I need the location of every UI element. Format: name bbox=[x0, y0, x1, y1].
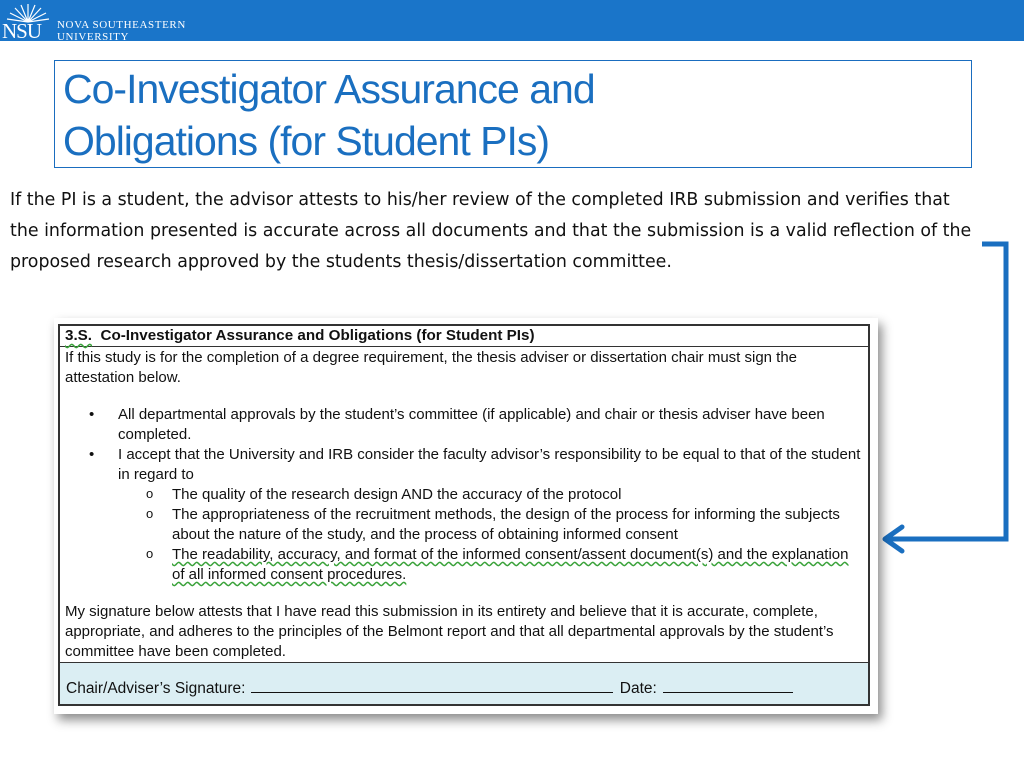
logo-abbreviation: NSU bbox=[2, 19, 42, 43]
form-section-header bbox=[60, 326, 868, 347]
spacer bbox=[65, 585, 862, 602]
form-excerpt-image bbox=[54, 318, 878, 714]
sub-list-item: o The quality of the research design AND the accuracy of the protocol bbox=[118, 485, 862, 505]
nsu-logo[interactable] bbox=[2, 2, 212, 43]
signature-line[interactable] bbox=[251, 680, 613, 693]
signature-label: Chair/Adviser’s Signature: bbox=[66, 680, 246, 697]
list-item-text: I accept that the University and IRB consider the faculty advisor’s responsibility to be equal to that of the student in regard to bbox=[118, 446, 861, 483]
sub-list-item: o The appropriateness of the recruitment methods, the design of the process for informing the subjects about the nature of the study, and the process of obtaining informed consent bbox=[118, 505, 862, 545]
section-number: 3.S. bbox=[65, 327, 93, 344]
title-line1: Co-Investigator Assurance and bbox=[63, 66, 595, 112]
top-header-bar bbox=[0, 0, 1024, 41]
title-line2: Obligations (for Student PIs) bbox=[63, 118, 550, 164]
logo-name-line2: UNIVERSITY bbox=[57, 31, 129, 43]
slide-title bbox=[63, 63, 963, 167]
form-body bbox=[60, 347, 868, 664]
spacer bbox=[65, 388, 862, 405]
sub-list bbox=[118, 485, 862, 585]
slide-title-box bbox=[54, 60, 972, 168]
intro-paragraph: If the PI is a student, the advisor attests to his/her review of the completed IRB submission and verifies that the information presented is accurate across all documents and that the submission is a valid reflection of the proposed research approved by the students thesis/dissertation committee. bbox=[10, 190, 972, 272]
bullet-list bbox=[65, 405, 862, 585]
date-label: Date: bbox=[619, 680, 657, 697]
form-section bbox=[58, 324, 870, 706]
closing-statement: My signature below attests that I have read this submission in its entirety and believe that it is accurate, complete, appropriate, and adheres to the principles of the Belmont report and that all departmental approvals by the student’s committee have been completed. bbox=[65, 603, 834, 660]
sub-list-item-text: The readability, accuracy, and format of the informed consent/assent document(s) and the explanation of all informed consent procedures. bbox=[172, 546, 849, 583]
list-item: • All departmental approvals by the student’s committee (if applicable) and chair or thesis adviser have been completed. bbox=[65, 405, 862, 445]
lead-text: If this study is for the completion of a degree requirement, the thesis adviser or dissertation chair must sign the attestation below. bbox=[65, 349, 798, 386]
logo-name-line1: NOVA SOUTHEASTERN bbox=[57, 19, 186, 31]
signature-row bbox=[60, 662, 868, 704]
bracket-arrow-icon bbox=[880, 238, 1016, 558]
date-line[interactable] bbox=[663, 680, 793, 693]
list-item bbox=[65, 445, 862, 585]
section-title: Co-Investigator Assurance and Obligations (for Student PIs) bbox=[100, 327, 535, 344]
sub-list-item bbox=[118, 545, 862, 585]
